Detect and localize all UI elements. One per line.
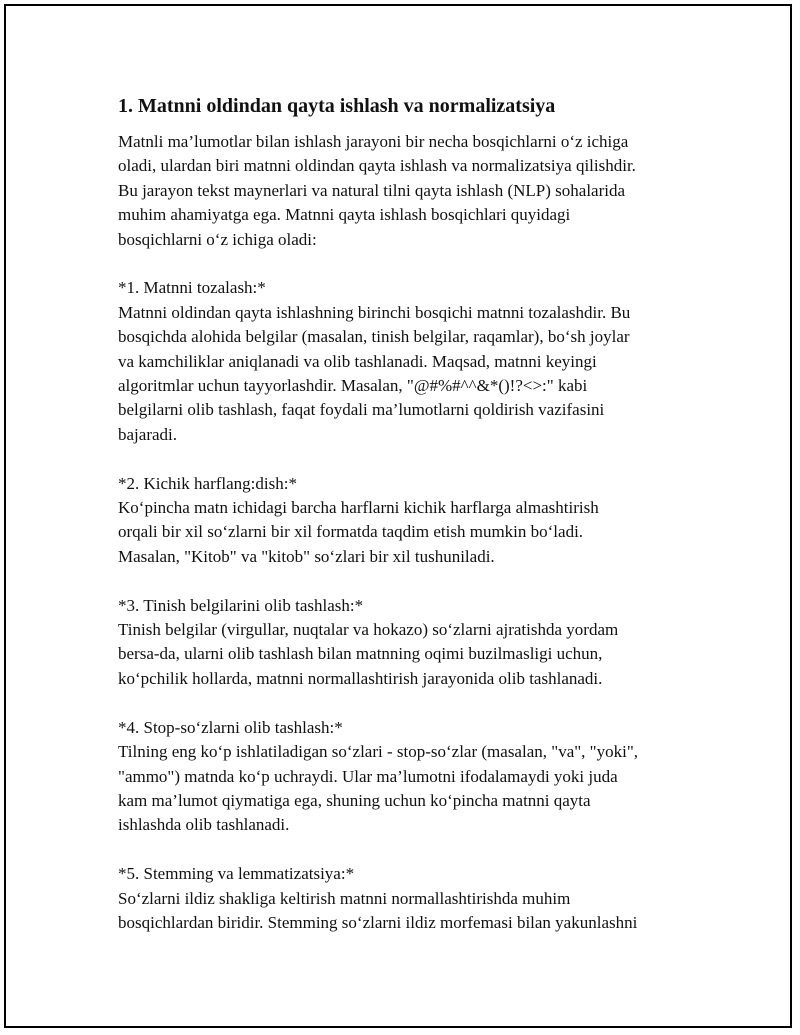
- section-line: So‘zlarni ildiz shakliga keltirish matnni normallashtirishda muhim: [118, 888, 571, 908]
- document-body: [118, 92, 698, 935]
- section-line: Tilning eng ko‘p ishlatiladigan so‘zlari - stop-so‘zlar (masalan, "va", "yoki",: [118, 742, 639, 762]
- section-stopwords-removal: [118, 716, 698, 838]
- section-line: bajaradi.: [118, 424, 177, 444]
- section-line: ishlashda olib tashlanadi.: [118, 815, 290, 835]
- section-title: *4. Stop-so‘zlarni olib tashlash:*: [118, 717, 343, 737]
- section-stemming-lemmatization: [118, 862, 698, 935]
- section-line: kam ma’lumot qiymatiga ega, shuning uchun ko‘pincha matnni qayta: [118, 790, 591, 810]
- section-line: bosqichlardan biridir. Stemming so‘zlarni ildiz morfemasi bilan yakunlashni: [118, 912, 638, 932]
- section-line: Ko‘pincha matn ichidagi barcha harflarni kichik harflarga almashtirish: [118, 498, 599, 518]
- section-title: *3. Tinish belgilarini olib tashlash:*: [118, 595, 364, 615]
- section-line: ko‘pchilik hollarda, matnni normallashtirish jarayonida olib tashlanadi.: [118, 668, 603, 688]
- section-line: Masalan, "Kitob" va "kitob" so‘zlari bir xil tushuniladi.: [118, 546, 495, 566]
- section-line: bosqichda alohida belgilar (masalan, tinish belgilar, raqamlar), bo‘sh joylar: [118, 327, 630, 347]
- section-punctuation-removal: [118, 594, 698, 692]
- section-line: bersa-da, ularni olib tashlash bilan matnning oqimi buzilmasligi uchun,: [118, 644, 603, 664]
- section-lowercase: [118, 472, 698, 570]
- intro-line: Bu jarayon tekst maynerlari va natural tilni qayta ishlash (NLP) sohalarida: [118, 180, 626, 200]
- section-line: Matnni oldindan qayta ishlashning birinchi bosqichi matnni tozalashdir. Bu: [118, 302, 631, 322]
- document-heading: 1. Matnni oldindan qayta ishlash va normalizatsiya: [118, 95, 556, 117]
- intro-line: Matnli ma’lumotlar bilan ishlash jarayoni bir necha bosqichlarni o‘z ichiga: [118, 132, 629, 151]
- intro-paragraph: [118, 130, 698, 252]
- intro-line: muhim ahamiyatga ega. Matnni qayta ishlash bosqichlari quyidagi: [118, 205, 571, 225]
- section-line: "ammo") matnda ko‘p uchraydi. Ular ma’lumotni ifodalamaydi yoki juda: [118, 766, 618, 786]
- section-line: Tinish belgilar (virgullar, nuqtalar va hokazo) so‘zlarni ajratishda yordam: [118, 620, 619, 640]
- section-line: belgilarni olib tashlash, faqat foydali ma’lumotlarni qoldirish vazifasini: [118, 400, 605, 420]
- section-text-cleaning: [118, 276, 698, 447]
- intro-line: bosqichlarni o‘z ichiga oladi:: [118, 229, 317, 249]
- section-title: *2. Kichik harflang:dish:*: [118, 473, 297, 493]
- section-line: va kamchiliklar aniqlanadi va olib tashlanadi. Maqsad, matnni keyingi: [118, 351, 597, 371]
- intro-line: oladi, ulardan biri matnni oldindan qayta ishlash va normalizatsiya qilishdir.: [118, 156, 636, 176]
- section-line: orqali bir xil so‘zlarni bir xil formatda taqdim etish mumkin bo‘ladi.: [118, 522, 584, 542]
- section-line: algoritmlar uchun tayyorlashdir. Masalan, "@#%#^^&*()!?<>:" kabi: [118, 376, 588, 396]
- section-title: *1. Matnni tozalash:*: [118, 278, 266, 298]
- section-title: *5. Stemming va lemmatizatsiya:*: [118, 864, 355, 884]
